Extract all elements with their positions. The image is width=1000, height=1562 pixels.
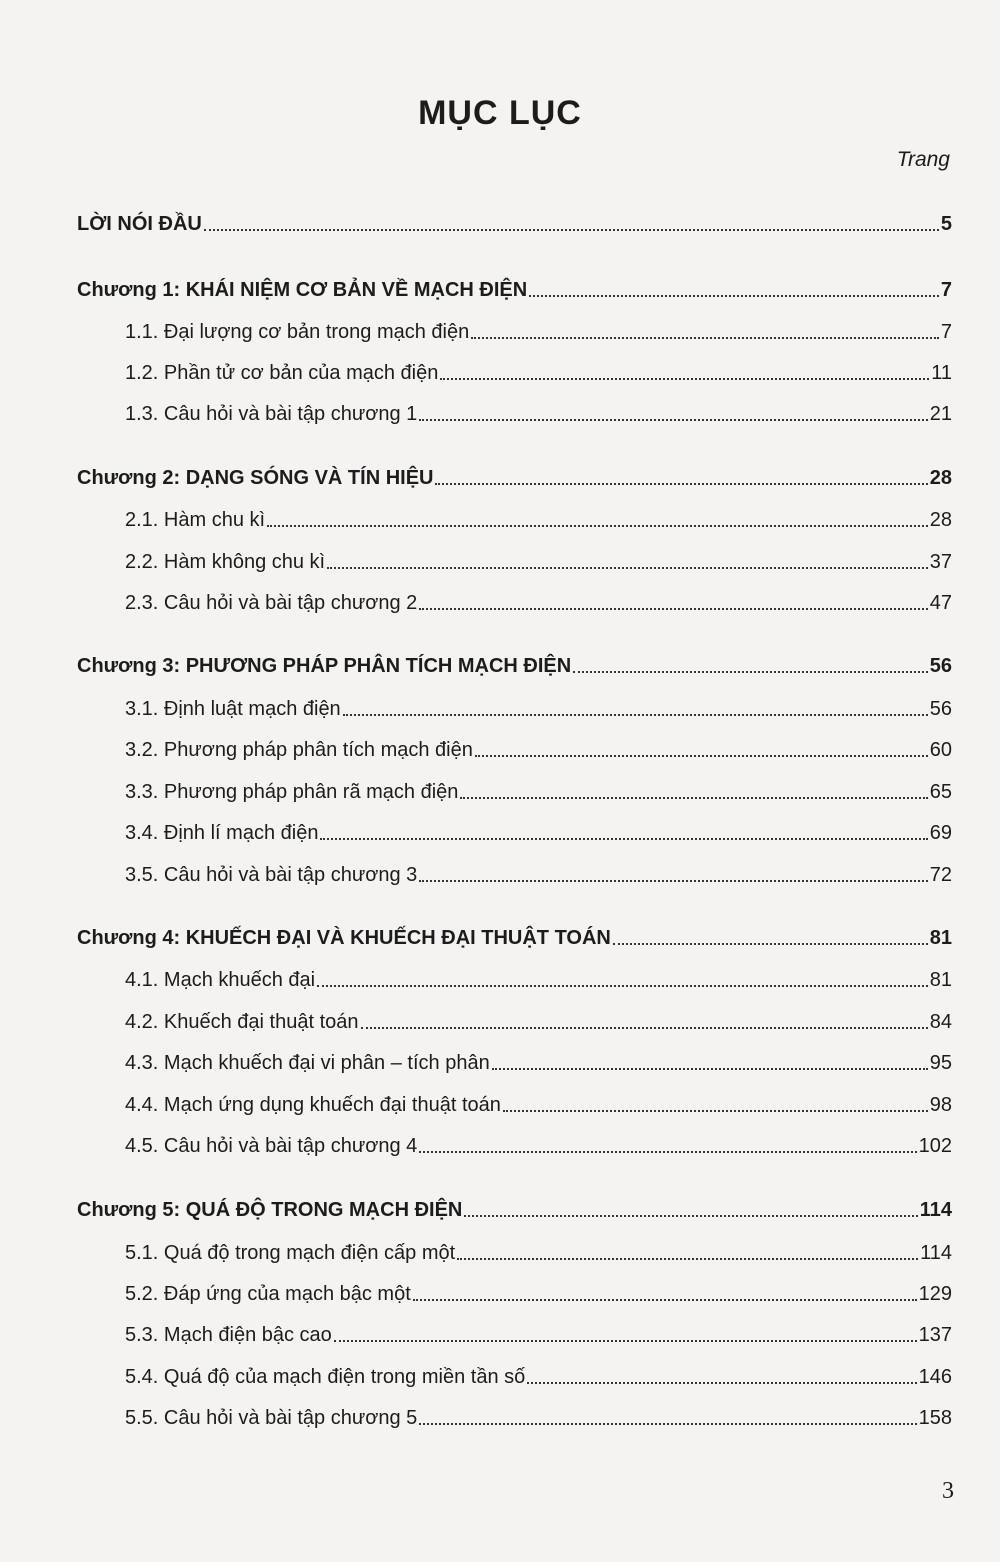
toc-section-label: 5.2. Đáp ứng của mạch bậc một — [125, 1283, 411, 1305]
dot-leader — [419, 1151, 916, 1153]
toc-chapter-label: Chương 4: KHUẾCH ĐẠI VÀ KHUẾCH ĐẠI THUẬT TOÁN — [77, 927, 611, 949]
toc-section-label: 2.2. Hàm không chu kì — [125, 551, 326, 573]
dot-leader — [320, 838, 927, 840]
toc-chapter-page: 28 — [929, 467, 952, 489]
toc-section-page: 21 — [929, 403, 952, 425]
toc-section-label: 1.2. Phần tử cơ bản của mạch điện — [125, 362, 439, 384]
page-column-label: Trang — [896, 148, 950, 171]
toc-section-page: 60 — [929, 739, 952, 761]
toc-chapter-label: Chương 1: KHÁI NIỆM CƠ BẢN VỀ MẠCH ĐIỆN — [77, 279, 528, 301]
dot-leader — [334, 1340, 917, 1342]
dot-leader — [573, 671, 928, 673]
toc-section-page: 69 — [929, 822, 952, 844]
toc-section-page: 137 — [918, 1324, 952, 1346]
toc-section-page: 47 — [929, 592, 952, 614]
dot-leader — [492, 1068, 928, 1070]
dot-leader — [343, 714, 928, 716]
toc-section-label: 1.3. Câu hỏi và bài tập chương 1 — [125, 403, 418, 425]
toc-section-5-4[interactable] — [125, 1359, 952, 1389]
toc-section-label: 4.3. Mạch khuếch đại vi phân – tích phân — [125, 1052, 490, 1074]
toc-section-page: 146 — [918, 1366, 952, 1388]
dot-leader — [317, 985, 928, 987]
toc-section-label: 5.3. Mạch điện bậc cao — [125, 1324, 332, 1346]
toc-section-page: 102 — [918, 1135, 952, 1157]
dot-leader — [529, 295, 939, 297]
dot-leader — [527, 1382, 916, 1384]
dot-leader — [613, 943, 928, 945]
toc-section-page: 81 — [929, 969, 952, 991]
dot-leader — [435, 483, 927, 485]
toc-section-5-2[interactable] — [125, 1276, 952, 1306]
dot-leader — [413, 1299, 917, 1301]
toc-section-4-1[interactable] — [125, 962, 952, 992]
toc-section-page: 7 — [940, 321, 952, 343]
dot-leader — [475, 755, 928, 757]
toc-chapter-4[interactable] — [77, 920, 952, 950]
toc-section-label: 3.2. Phương pháp phân tích mạch điện — [125, 739, 473, 761]
toc-chapter-label: Chương 5: QUÁ ĐỘ TRONG MẠCH ĐIỆN — [77, 1199, 463, 1221]
toc-chapter-3[interactable] — [77, 648, 952, 678]
dot-leader — [361, 1027, 928, 1029]
toc-section-label: 5.1. Quá độ trong mạch điện cấp một — [125, 1242, 456, 1264]
dot-leader — [419, 608, 928, 610]
toc-section-label: 1.1. Đại lượng cơ bản trong mạch điện — [125, 321, 470, 343]
toc-section-label: 3.1. Định luật mạch điện — [125, 698, 341, 720]
toc-entry-label: LỜI NÓI ĐẦU — [77, 213, 202, 235]
toc-section-label: 5.4. Quá độ của mạch điện trong miền tần số — [125, 1366, 526, 1388]
page-number: 3 — [942, 1478, 954, 1504]
dot-leader — [464, 1215, 917, 1217]
toc-section-5-5[interactable] — [125, 1400, 952, 1430]
toc-section-4-5[interactable] — [125, 1128, 952, 1158]
toc-section-page: 11 — [931, 362, 952, 384]
toc-section-3-1[interactable] — [125, 691, 952, 721]
toc-section-3-2[interactable] — [125, 732, 952, 762]
toc-section-page: 65 — [929, 781, 952, 803]
dot-leader — [460, 797, 927, 799]
toc-section-label: 2.1. Hàm chu kì — [125, 509, 266, 531]
toc-section-4-2[interactable] — [125, 1004, 952, 1034]
toc-entry-page: 5 — [940, 213, 952, 235]
dot-leader — [327, 567, 928, 569]
toc-section-label: 3.5. Câu hỏi và bài tập chương 3 — [125, 864, 418, 886]
toc-section-page: 95 — [929, 1052, 952, 1074]
toc-chapter-2[interactable] — [77, 460, 952, 490]
toc-chapter-1[interactable] — [77, 272, 952, 302]
toc-section-page: 114 — [920, 1242, 952, 1264]
toc-section-label: 4.1. Mạch khuếch đại — [125, 969, 316, 991]
toc-section-5-1[interactable] — [125, 1235, 952, 1265]
toc-section-3-4[interactable] — [125, 815, 952, 845]
toc-section-2-3[interactable] — [125, 585, 952, 615]
toc-section-3-3[interactable] — [125, 774, 952, 804]
toc-section-1-3[interactable] — [125, 396, 952, 426]
toc-section-2-2[interactable] — [125, 544, 952, 574]
toc-section-4-4[interactable] — [125, 1087, 952, 1117]
toc-section-page: 28 — [929, 509, 952, 531]
toc-section-page: 129 — [918, 1283, 952, 1305]
toc-section-label: 5.5. Câu hỏi và bài tập chương 5 — [125, 1407, 418, 1429]
toc-chapter-label: Chương 2: DẠNG SÓNG VÀ TÍN HIỆU — [77, 467, 434, 489]
dot-leader — [204, 229, 939, 231]
toc-chapter-page: 56 — [929, 655, 952, 677]
toc-section-3-5[interactable] — [125, 857, 952, 887]
dot-leader — [440, 378, 929, 380]
toc-section-label: 4.5. Câu hỏi và bài tập chương 4 — [125, 1135, 418, 1157]
toc-entry-preface[interactable] — [77, 206, 952, 236]
toc-section-label: 3.3. Phương pháp phân rã mạch điện — [125, 781, 459, 803]
toc-section-page: 37 — [929, 551, 952, 573]
dot-leader — [419, 880, 928, 882]
toc-chapter-5[interactable] — [77, 1192, 952, 1222]
toc-section-5-3[interactable] — [125, 1317, 952, 1347]
dot-leader — [457, 1258, 918, 1260]
toc-chapter-page: 7 — [940, 279, 952, 301]
toc-chapter-label: Chương 3: PHƯƠNG PHÁP PHÂN TÍCH MẠCH ĐIỆN — [77, 655, 572, 677]
dot-leader — [267, 525, 928, 527]
toc-section-2-1[interactable] — [125, 502, 952, 532]
toc-section-page: 84 — [929, 1011, 952, 1033]
dot-leader — [503, 1110, 928, 1112]
toc-section-label: 2.3. Câu hỏi và bài tập chương 2 — [125, 592, 418, 614]
dot-leader — [471, 337, 939, 339]
toc-section-page: 98 — [929, 1094, 952, 1116]
toc-section-4-3[interactable] — [125, 1045, 952, 1075]
toc-chapter-page: 81 — [929, 927, 952, 949]
toc-section-page: 56 — [929, 698, 952, 720]
toc-section-label: 3.4. Định lí mạch điện — [125, 822, 319, 844]
toc-chapter-page: 114 — [919, 1199, 952, 1221]
toc-section-label: 4.2. Khuếch đại thuật toán — [125, 1011, 359, 1033]
toc-section-page: 72 — [929, 864, 952, 886]
page-title: MỤC LỤC — [418, 94, 582, 132]
toc-section-label: 4.4. Mạch ứng dụng khuếch đại thuật toán — [125, 1094, 501, 1116]
toc-section-1-1[interactable] — [125, 314, 952, 344]
toc-section-page: 158 — [918, 1407, 952, 1429]
toc-section-1-2[interactable] — [125, 355, 952, 385]
dot-leader — [419, 419, 928, 421]
dot-leader — [419, 1423, 916, 1425]
